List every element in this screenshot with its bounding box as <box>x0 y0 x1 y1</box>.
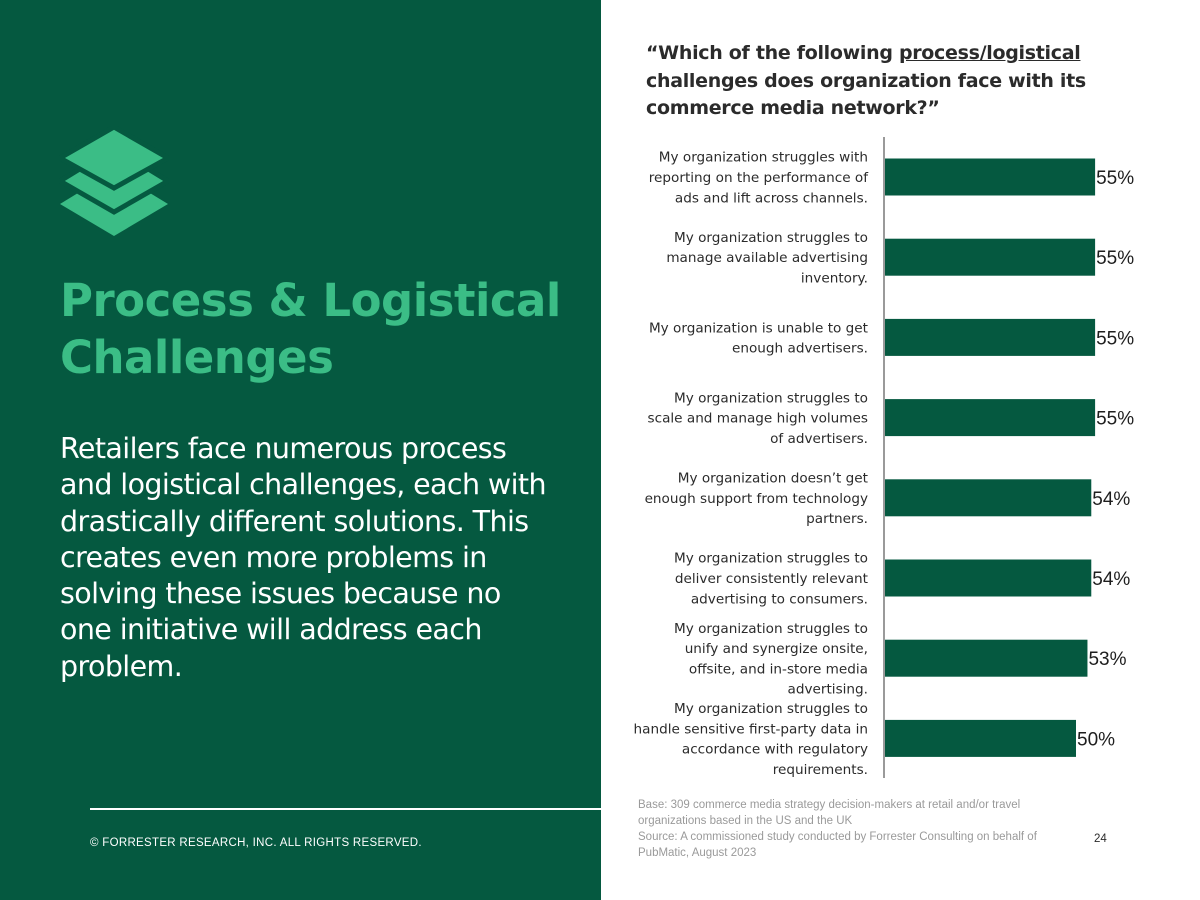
page-number: 24 <box>1094 833 1107 845</box>
category-label: My organization doesn’t get enough support from technology partners. <box>644 470 868 528</box>
value-label: 54% <box>1092 569 1131 590</box>
summary-text: Retailers face numerous process and logistical challenges, each with drastically different solutions. This creates even more problems in solving these issues because no one initiative will address each problem. <box>60 432 546 683</box>
value-label: 55% <box>1096 248 1135 270</box>
bar <box>885 239 1095 276</box>
category-label: My organization struggles to manage available advertising inventory. <box>666 229 868 287</box>
bar <box>885 479 1091 516</box>
footer-divider <box>90 808 601 810</box>
value-label: 53% <box>1088 649 1127 671</box>
bar <box>885 720 1076 757</box>
category-label: My organization is unable to get enough advertisers. <box>648 320 868 357</box>
value-label: 55% <box>1096 328 1135 350</box>
category-label: My organization struggles to unify and synergize onsite, offsite, and in-store media advertising. <box>673 620 868 698</box>
bar <box>885 159 1095 196</box>
value-label: 54% <box>1092 488 1131 510</box>
value-label: 50% <box>1077 729 1116 751</box>
chart-question <box>646 40 1116 123</box>
category-label: My organization struggles with reporting on the performance of ads and lift across channels. <box>648 149 868 207</box>
question-underlined: process/logistical <box>898 42 1081 64</box>
copyright-text: © FORRESTER RESEARCH, INC. ALL RIGHTS RESERVED. <box>90 837 422 849</box>
page-title: Process & Logistical Challenges <box>60 274 561 384</box>
source-note: Source: A commissioned study conducted by Forrester Consulting on behalf of PubMatic, August 2023 <box>638 831 1037 859</box>
category-label: My organization struggles to scale and manage high volumes of advertisers. <box>647 390 868 447</box>
category-label: My organization struggles to handle sensitive first-party data in accordance with regulatory requirements. <box>633 700 868 778</box>
bar <box>885 560 1091 597</box>
value-label: 55% <box>1096 408 1135 430</box>
stacked-layers-icon <box>58 126 170 238</box>
question-prefix: “Which of the following <box>646 42 899 64</box>
bar <box>885 319 1095 356</box>
category-label: My organization struggles to deliver consistently relevant advertising to consumers. <box>673 550 868 608</box>
question-suffix: challenges does organization face with its commerce media network?” <box>646 69 1086 119</box>
bar <box>885 399 1095 436</box>
bar <box>885 640 1087 677</box>
value-label: 55% <box>1096 168 1135 189</box>
bar-chart <box>601 130 1181 785</box>
base-note: Base: 309 commerce media strategy decision-makers at retail and/or travel organizations based in the US and the UK <box>638 799 1021 827</box>
